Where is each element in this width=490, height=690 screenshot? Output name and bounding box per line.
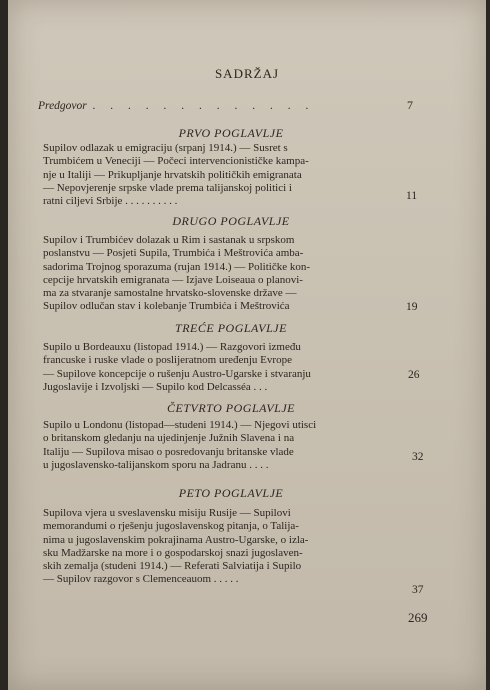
chapter-heading: PETO POGLAVLJE (178, 486, 284, 500)
summary-line: o britanskom gledanju na ujedinjenje Južnih Slavena i na (43, 432, 295, 445)
book-page (8, 0, 486, 690)
summary-line: Supilova vjera u sveslavensku misiju Rusije — Supilovi (43, 507, 291, 519)
summary-line: — Supilov razgovor s Clemenceauom . . . . . (43, 573, 239, 586)
chapter-heading: ČETVRTO POGLAVLJE (166, 401, 296, 415)
summary-line: sku Madžarske na more i o gospodarskoj snazi jugoslaven- (43, 546, 303, 559)
summary-line: sadorima Trojnog sporazuma (rujan 1914.) — Političke kon- (43, 260, 311, 273)
summary-line: Supilov i Trumbićev dolazak u Rim i sastanak u srpskom (43, 234, 295, 246)
summary-line: Jugoslavije i Izvoljski — Supilo kod Delcasséa . . . (43, 380, 268, 393)
chapter-summary (43, 142, 398, 208)
chapter-page: 32 (412, 451, 424, 463)
summary-line: — Supilove koncepcije o rušenju Austro-Ugarske i stvaranju (43, 367, 311, 380)
summary-line: skih zemalja (studeni 1914.) — Referati Salviatija i Supilo (43, 560, 302, 573)
chapter-page: 26 (408, 369, 420, 381)
chapter-summary (43, 234, 398, 314)
chapter-page: 37 (412, 584, 424, 596)
summary-line: memorandumi o rješenju jugoslavenskog pitanja, o Talija- (43, 520, 299, 533)
page-number: 269 (408, 610, 428, 625)
summary-line: u jugoslavensko-talijanskom sporu na Jadranu . . . . (43, 458, 269, 471)
page-title: SADRŽAJ (214, 66, 280, 81)
chapter-heading: DRUGO POGLAVLJE (172, 214, 290, 228)
chapter-summary (43, 419, 398, 472)
leader-dots: . . . . . . . . . . . . . (92, 100, 315, 112)
summary-line: Supilo u Londonu (listopad—studeni 1914.) — Njegovi utisci (43, 419, 317, 431)
summary-line: Trumbićem u Veneciji — Počeci intervencionističke kampa- (43, 155, 309, 168)
summary-line: poslanstvu — Posjeti Supila, Trumbića i Meštrovića amba- (43, 247, 304, 260)
summary-line: Supilo u Bordeauxu (listopad 1914.) — Razgovori između (43, 341, 301, 353)
chapter-summary (43, 341, 398, 394)
summary-line: Supilov odlazak u emigraciju (srpanj 1914.) — Susret s (43, 142, 288, 154)
summary-line: francuske i ruske vlade o poslijeratnom uređenju Evrope (43, 354, 292, 367)
toc-entry-predgovor (38, 98, 413, 113)
summary-line: Italiju — Supilova misao o posredovanju britanske vlade (43, 445, 294, 458)
chapter-heading: PRVO POGLAVLJE (178, 126, 284, 140)
summary-line: cepcije hrvatskih emigranata — Izjave Loiseaua o planovi- (43, 273, 303, 286)
chapter-page: 11 (406, 190, 418, 202)
summary-line: ma za stvaranje samostalne hrvatsko-slovenske države — (43, 287, 297, 300)
chapter-summary (43, 507, 398, 587)
summary-line: ratni ciljevi Srbije . . . . . . . . . . (43, 195, 178, 208)
predgovor-page: 7 (407, 98, 413, 112)
summary-line: — Nepovjerenje srpske vlade prema talijanskoj politici i (43, 181, 292, 194)
summary-line: Supilov odlučan stav i kolebanje Trumbića i Meštrovića (43, 300, 290, 313)
chapter-page: 19 (406, 301, 418, 313)
summary-line: nje u Italiji — Prikupljanje hrvatskih političkih emigranata (43, 168, 302, 181)
predgovor-label: Predgovor (38, 100, 87, 112)
summary-line: nima u jugoslavenskim pokrajinama Austro-Ugarske, o izla- (43, 533, 309, 546)
chapter-heading: TREĆE POGLAVLJE (175, 321, 287, 335)
